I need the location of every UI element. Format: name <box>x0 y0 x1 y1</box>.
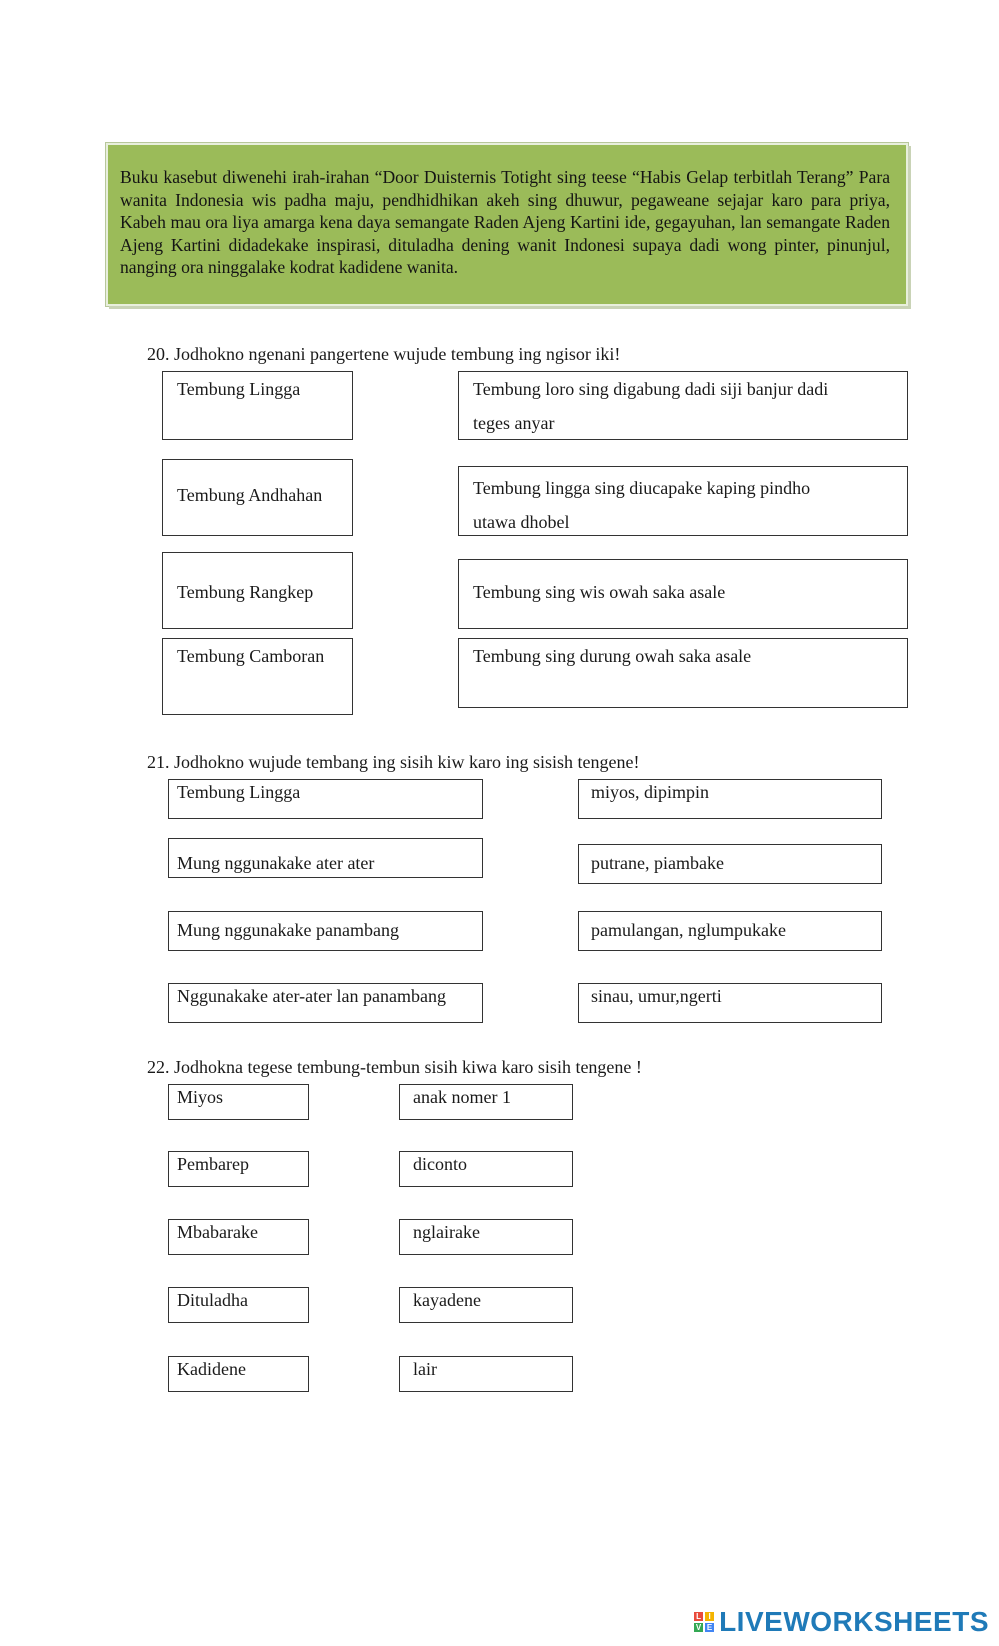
q22-right-box-2[interactable] <box>399 1151 573 1187</box>
q22-left-box-5[interactable] <box>168 1356 309 1392</box>
q20-left-box-4[interactable] <box>162 638 353 715</box>
q21-left-label: Mung nggunakake ater ater <box>177 853 375 873</box>
q22-left-label: Pembarep <box>177 1154 249 1174</box>
q22-right-label: anak nomer 1 <box>413 1087 511 1107</box>
reading-passage-box <box>106 143 908 306</box>
q20-right-line: teges anyar <box>473 413 555 433</box>
q21-right-label: miyos, dipimpin <box>591 782 710 802</box>
q22-right-box-3[interactable] <box>399 1219 573 1255</box>
q20-left-box-2[interactable] <box>162 459 353 536</box>
logo-tile: V <box>695 1623 702 1632</box>
q20-left-box-3[interactable] <box>162 552 353 629</box>
q22-left-box-3[interactable] <box>168 1219 309 1255</box>
q22-left-label: Kadidene <box>177 1359 246 1379</box>
q22-right-label: kayadene <box>413 1290 481 1310</box>
question-22-title: 22. Jodhokna tegese tembung-tembun sisih kiwa karo sisih tengene ! <box>147 1057 642 1077</box>
q21-right-box-3[interactable] <box>578 911 882 951</box>
liveworksheets-logo <box>694 1608 989 1636</box>
q21-right-label: sinau, umur,ngerti <box>591 986 722 1006</box>
q21-right-box-1[interactable] <box>578 779 882 819</box>
q20-right-line: Tembung lingga sing diucapake kaping pindho <box>473 478 811 498</box>
q21-right-label: pamulangan, nglumpukake <box>591 920 786 940</box>
q21-left-box-1[interactable] <box>168 779 483 819</box>
q21-left-label: Nggunakake ater-ater lan panambang <box>177 986 447 1006</box>
q20-right-box-1[interactable] <box>458 371 908 440</box>
q20-left-label: Tembung Andhahan <box>177 485 323 505</box>
q22-left-label: Miyos <box>177 1087 224 1107</box>
q22-right-label: lair <box>413 1359 437 1379</box>
q20-right-line: Tembung loro sing digabung dadi siji banjur dadi <box>473 379 829 399</box>
q20-right-box-2[interactable] <box>458 466 908 536</box>
logo-tile: I <box>705 1612 714 1621</box>
q22-left-label: Dituladha <box>177 1290 248 1310</box>
q20-right-box-4[interactable] <box>458 638 908 708</box>
reading-passage-text: Buku kasebut diwenehi irah-irahan “Door Duisternis Totight sing teese “Habis Gelap terbitlah Terang” Para wanita Indonesia wis padha maju, pendhidhikan akeh sing dhuwur, pegaweane sejajar karo para priya, Kabeh mau ora liya amarga kena daya semangate Raden Ajeng Kartini ide, gegayuhan, lan semangate Raden Ajeng Kartini didadekake inspirasi, dituladha dening wanit Indonesi supaya dadi wong pinter, pinunjul, nanging ora ninggalake kodrat kadidene wanita. <box>120 167 890 277</box>
q21-left-label: Mung nggunakake panambang <box>177 920 399 940</box>
q20-left-label: Tembung Camboran <box>177 646 325 666</box>
q20-right-line: Tembung sing wis owah saka asale <box>473 582 726 602</box>
q22-left-box-2[interactable] <box>168 1151 309 1187</box>
q21-left-box-3[interactable] <box>168 911 483 951</box>
q21-left-box-4[interactable] <box>168 983 483 1023</box>
q20-right-box-3[interactable] <box>458 559 908 629</box>
logo-tile: L <box>694 1612 703 1621</box>
q20-left-box-1[interactable] <box>162 371 353 440</box>
question-20-title: 20. Jodhokno ngenani pangertene wujude tembung ing ngisor iki! <box>147 344 621 364</box>
q21-right-label: putrane, piambake <box>591 853 724 873</box>
q22-left-box-1[interactable] <box>168 1084 309 1120</box>
q20-right-line: Tembung sing durung owah saka asale <box>473 646 752 666</box>
q21-right-box-4[interactable] <box>578 983 882 1023</box>
q21-right-box-2[interactable] <box>578 844 882 884</box>
q21-left-box-2[interactable] <box>168 838 483 878</box>
question-21-title: 21. Jodhokno wujude tembang ing sisih kiw karo ing sisish tengene! <box>147 752 640 772</box>
q20-left-label: Tembung Rangkep <box>177 582 314 602</box>
q21-left-label: Tembung Lingga <box>177 782 301 802</box>
logo-text: LIVEWORKSHEETS <box>719 1606 989 1637</box>
logo-tile: E <box>706 1623 713 1632</box>
q20-left-label: Tembung Lingga <box>177 379 301 399</box>
q22-right-label: diconto <box>413 1154 467 1174</box>
q20-right-line: utawa dhobel <box>473 512 570 532</box>
q22-right-box-1[interactable] <box>399 1084 573 1120</box>
logo-icon <box>694 1612 714 1632</box>
q22-left-box-4[interactable] <box>168 1287 309 1323</box>
q22-right-box-4[interactable] <box>399 1287 573 1323</box>
q22-left-label: Mbabarake <box>177 1222 258 1242</box>
q22-right-box-5[interactable] <box>399 1356 573 1392</box>
q22-right-label: nglairake <box>413 1222 480 1242</box>
